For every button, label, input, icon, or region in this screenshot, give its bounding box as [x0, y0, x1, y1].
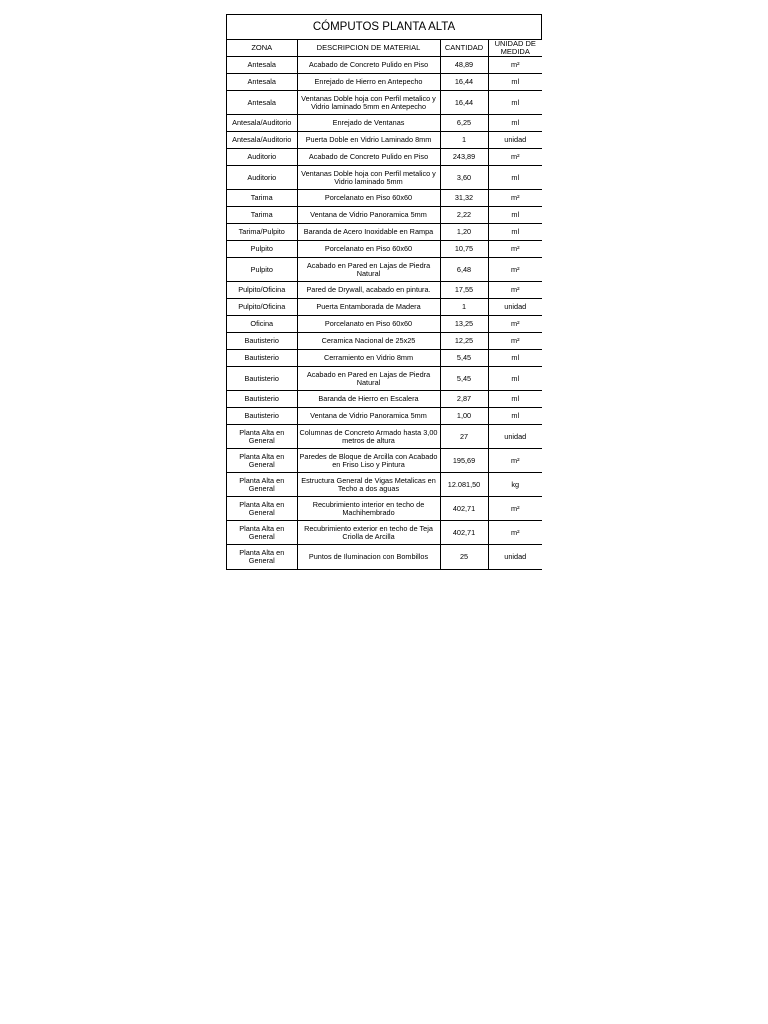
table-row — [227, 241, 542, 258]
cell-zona: Antesala — [227, 57, 297, 74]
table-row — [227, 166, 542, 190]
cell-unidad: unidad — [488, 299, 542, 316]
table-row — [227, 449, 542, 473]
cell-descripcion: Columnas de Concreto Armado hasta 3,00 metros de altura — [297, 425, 440, 449]
cell-unidad: m² — [488, 521, 542, 545]
cell-unidad: m² — [488, 258, 542, 282]
cell-descripcion: Porcelanato en Piso 60x60 — [297, 316, 440, 333]
cell-cantidad: 13,25 — [440, 316, 488, 333]
computos-sheet — [226, 14, 542, 570]
table-row — [227, 282, 542, 299]
cell-cantidad: 1 — [440, 132, 488, 149]
computos-table — [227, 40, 542, 569]
cell-zona: Bautisterio — [227, 391, 297, 408]
cell-unidad: m² — [488, 149, 542, 166]
cell-descripcion: Ventanas Doble hoja con Perfil metalico y Vidrio laminado 5mm — [297, 166, 440, 190]
cell-descripcion: Puerta Entamborada de Madera — [297, 299, 440, 316]
cell-cantidad: 10,75 — [440, 241, 488, 258]
table-row — [227, 545, 542, 569]
cell-descripcion: Recubrimiento interior en techo de Machihembrado — [297, 497, 440, 521]
cell-unidad: ml — [488, 224, 542, 241]
cell-cantidad: 243,89 — [440, 149, 488, 166]
cell-cantidad: 5,45 — [440, 350, 488, 367]
cell-zona: Pulpito — [227, 241, 297, 258]
cell-cantidad: 27 — [440, 425, 488, 449]
cell-cantidad: 195,69 — [440, 449, 488, 473]
cell-unidad: ml — [488, 74, 542, 91]
cell-zona: Planta Alta en General — [227, 473, 297, 497]
table-row — [227, 115, 542, 132]
cell-descripcion: Ventanas Doble hoja con Perfil metalico y Vidrio laminado 5mm en Antepecho — [297, 91, 440, 115]
cell-unidad: m² — [488, 333, 542, 350]
table-row — [227, 350, 542, 367]
table-row — [227, 391, 542, 408]
cell-zona: Tarima — [227, 207, 297, 224]
cell-descripcion: Enrejado de Hierro en Antepecho — [297, 74, 440, 91]
cell-cantidad: 12.081,50 — [440, 473, 488, 497]
table-row — [227, 224, 542, 241]
cell-unidad: ml — [488, 207, 542, 224]
cell-unidad: kg — [488, 473, 542, 497]
cell-unidad: unidad — [488, 132, 542, 149]
cell-cantidad: 1,20 — [440, 224, 488, 241]
table-row — [227, 316, 542, 333]
cell-descripcion: Estructura General de Vigas Metalicas en Techo a dos aguas — [297, 473, 440, 497]
cell-descripcion: Paredes de Bloque de Arcilla con Acabado en Friso Liso y Pintura — [297, 449, 440, 473]
cell-unidad: unidad — [504, 551, 527, 561]
cell-cantidad: 48,89 — [440, 57, 488, 74]
table-row — [227, 132, 542, 149]
cell-zona: Antesala — [227, 74, 297, 91]
cell-unidad: m² — [488, 449, 542, 473]
cell-zona: Bautisterio — [227, 367, 297, 391]
cell-descripcion: Cerramiento en Vidrio 8mm — [297, 350, 440, 367]
cell-zona: Planta Alta en General — [227, 521, 297, 545]
cell-zona: Antesala/Auditorio — [227, 132, 297, 149]
cell-zona: Bautisterio — [227, 350, 297, 367]
header-cantidad: CANTIDAD — [440, 40, 488, 57]
cell-cantidad: 2,22 — [440, 207, 488, 224]
cell-unidad: ml — [488, 367, 542, 391]
cell-unidad: m² — [488, 190, 542, 207]
cell-descripcion: Puntos de Iluminacion con Bombillos — [297, 545, 440, 569]
cell-zona: Auditorio — [227, 149, 297, 166]
cell-cantidad: 1 — [440, 299, 488, 316]
cell-cantidad: 12,25 — [440, 333, 488, 350]
header-row — [227, 40, 542, 57]
cell-cantidad: 31,32 — [440, 190, 488, 207]
cell-zona: Antesala/Auditorio — [227, 115, 297, 132]
table-row — [227, 299, 542, 316]
table-row — [227, 333, 542, 350]
cell-cantidad: 402,71 — [440, 521, 488, 545]
cell-zona: Bautisterio — [227, 408, 297, 425]
cell-zona: Planta Alta en General — [227, 545, 297, 569]
cell-descripcion: Ventana de Vidrio Panoramica 5mm — [297, 207, 440, 224]
table-row — [227, 408, 542, 425]
cell-cantidad: 5,45 — [440, 367, 488, 391]
cell-zona: Tarima — [227, 190, 297, 207]
cell-zona: Planta Alta en General — [227, 425, 297, 449]
sheet-title: CÓMPUTOS PLANTA ALTA — [227, 15, 542, 40]
table-row — [227, 425, 542, 449]
cell-descripcion: Acabado de Concreto Pulido en Piso — [297, 57, 440, 74]
cell-zona: Oficina — [227, 316, 297, 333]
cell-descripcion: Ceramica Nacional de 25x25 — [297, 333, 440, 350]
cell-cantidad: 402,71 — [440, 497, 488, 521]
table-row — [227, 497, 542, 521]
header-descripcion: DESCRIPCION DE MATERIAL — [297, 40, 440, 57]
cell-zona: Pulpito/Oficina — [227, 299, 297, 316]
cell-zona: Bautisterio — [227, 333, 297, 350]
cell-unidad: ml — [488, 166, 542, 190]
cell-descripcion: Porcelanato en Piso 60x60 — [297, 190, 440, 207]
table-row — [227, 367, 542, 391]
cell-unidad: ml — [488, 391, 542, 408]
cell-descripcion: Ventana de Vidrio Panoramica 5mm — [297, 408, 440, 425]
table-row — [227, 207, 542, 224]
cell-descripcion: Porcelanato en Piso 60x60 — [297, 241, 440, 258]
cell-unidad: ml — [488, 91, 542, 115]
cell-unidad: m² — [488, 241, 542, 258]
cell-zona: Auditorio — [227, 166, 297, 190]
table-body — [227, 57, 542, 569]
cell-zona: Pulpito — [227, 258, 297, 282]
cell-cantidad: 3,60 — [440, 166, 488, 190]
cell-descripcion: Baranda de Acero Inoxidable en Rampa — [297, 224, 440, 241]
cell-cantidad: 25 — [440, 545, 488, 569]
table-row — [227, 473, 542, 497]
cell-descripcion: Enrejado de Ventanas — [297, 115, 440, 132]
cell-unidad: ml — [488, 350, 542, 367]
cell-descripcion: Recubrimiento exterior en techo de Teja Criolla de Arcilla — [297, 521, 440, 545]
cell-unidad: m² — [488, 57, 542, 74]
cell-descripcion: Acabado en Pared en Lajas de Piedra Natural — [297, 258, 440, 282]
cell-unidad: ml — [488, 115, 542, 132]
cell-zona: Pulpito/Oficina — [227, 282, 297, 299]
cell-unidad: m² — [488, 497, 542, 521]
cell-zona: Planta Alta en General — [227, 449, 297, 473]
cell-descripcion: Acabado en Pared en Lajas de Piedra Natural — [297, 367, 440, 391]
cell-cantidad: 17,55 — [440, 282, 488, 299]
cell-cantidad: 6,48 — [440, 258, 488, 282]
cell-zona: Planta Alta en General — [227, 497, 297, 521]
table-row — [227, 57, 542, 74]
cell-cantidad: 1,00 — [440, 408, 488, 425]
table-row — [227, 521, 542, 545]
cell-descripcion: Puerta Doble en Vidrio Laminado 8mm — [297, 132, 440, 149]
cell-descripcion: Pared de Drywall, acabado en pintura. — [297, 282, 440, 299]
cell-unidad: ml — [488, 408, 542, 425]
table-row — [227, 149, 542, 166]
header-zona: ZONA — [227, 40, 297, 57]
table-row — [227, 74, 542, 91]
cell-cantidad: 16,44 — [440, 74, 488, 91]
cell-unidad: m² — [488, 316, 542, 333]
cell-cantidad: 16,44 — [440, 91, 488, 115]
header-unidad: UNIDAD DE MEDIDA — [488, 40, 542, 57]
cell-unidad: m² — [488, 282, 542, 299]
cell-zona: Tarima/Pulpito — [227, 224, 297, 241]
table-row — [227, 190, 542, 207]
cell-descripcion: Baranda de Hierro en Escalera — [297, 391, 440, 408]
cell-unidad: unidad — [488, 425, 542, 449]
table-row — [227, 91, 542, 115]
cell-cantidad: 6,25 — [440, 115, 488, 132]
cell-zona: Antesala — [227, 91, 297, 115]
table-row — [227, 258, 542, 282]
cell-cantidad: 2,87 — [440, 391, 488, 408]
cell-descripcion: Acabado de Concreto Pulido en Piso — [297, 149, 440, 166]
